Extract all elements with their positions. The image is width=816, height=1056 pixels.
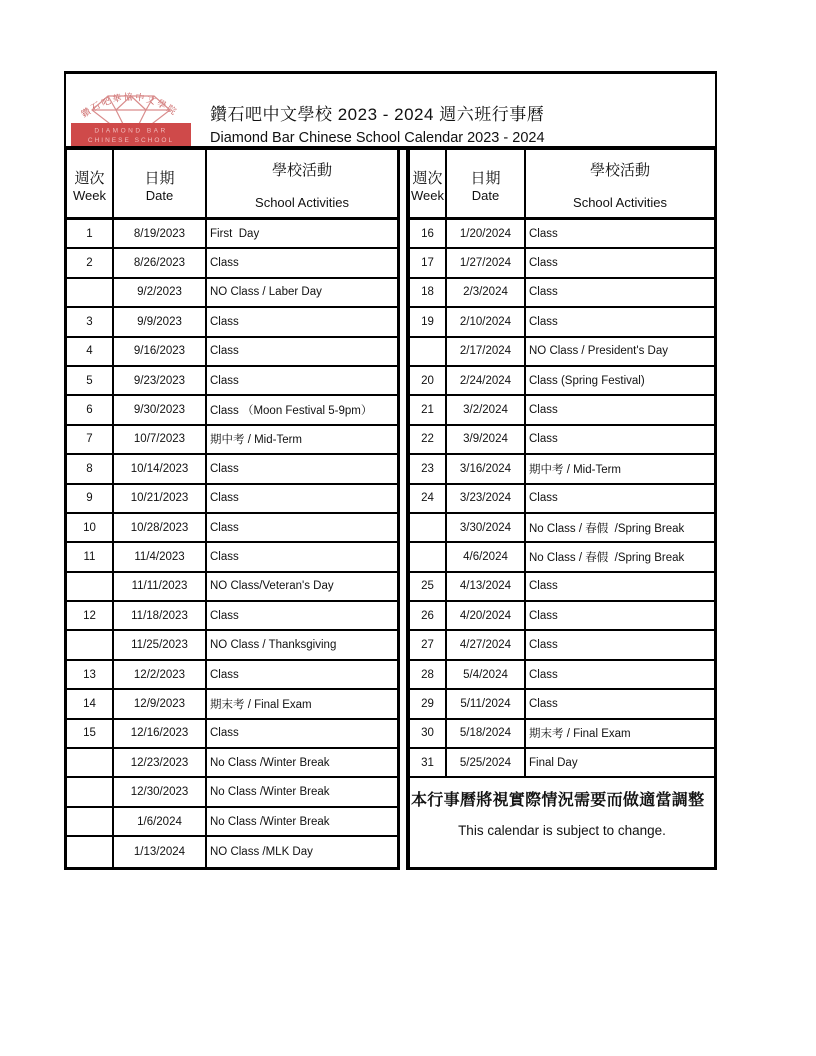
week-cell: 4 [67,338,114,365]
activity-cell: Class [210,609,239,622]
activity-cell: NO Class / President's Day [529,345,668,358]
page-title-chinese: 鑽石吧中文學校 2023 - 2024 週六班行事曆 [210,105,545,124]
table-row [67,514,397,543]
activity-cell: No Class /Winter Break [210,815,330,828]
table-row [410,455,714,484]
activity-cell: NO Class /MLK Day [210,845,313,858]
table-row [410,543,714,572]
date-cell: 4/27/2024 [447,631,526,658]
week-header-zh: 週次 [74,169,105,187]
date-cell: 4/13/2024 [447,573,526,600]
table-row [67,308,397,337]
date-cell: 10/14/2023 [114,455,207,482]
table-row [67,485,397,514]
table-row [67,573,397,602]
date-cell: 11/25/2023 [114,631,207,658]
week-cell [67,279,114,306]
date-header-en: Date [145,187,174,203]
date-cell: 8/19/2023 [114,220,207,247]
column-header-row [410,150,714,220]
activity-cell: Class [210,550,239,563]
activity-cell: 期末考 / Final Exam [529,728,631,741]
activity-cell: Class [210,668,239,681]
logo-banner-line1: DIAMOND BAR [94,127,168,135]
date-cell: 3/16/2024 [447,455,526,482]
activity-cell: Class [529,639,558,652]
fall-semester-table [64,150,400,870]
table-row [67,808,397,837]
activity-cell: Class （Moon Festival 5-9pm） [210,405,373,418]
activity-cell: No Class / 春假 /Spring Break [529,551,685,564]
activity-cell: Class [210,374,239,387]
table-row [67,426,397,455]
activity-cell: No Class /Winter Break [210,786,330,799]
date-cell: 11/18/2023 [114,602,207,629]
page-title-english: Diamond Bar Chinese School Calendar 2023 - 2024 [210,130,545,146]
activity-cell: Class [529,227,558,240]
table-row [410,690,714,719]
activity-cell: Class [529,257,558,270]
table-row [67,279,397,308]
week-cell: 11 [67,543,114,570]
activity-cell: NO Class / Laber Day [210,286,322,299]
school-logo [70,78,192,147]
date-cell: 10/7/2023 [114,426,207,453]
activity-cell: Class [529,492,558,505]
date-header-en: Date [471,187,500,203]
date-cell: 9/9/2023 [114,308,207,335]
table-row [410,308,714,337]
week-cell: 6 [67,396,114,423]
activity-cell: No Class /Winter Break [210,756,330,769]
table-row [410,338,714,367]
date-cell: 3/9/2024 [447,426,526,453]
table-row [67,690,397,719]
activity-cell: Class (Spring Festival) [529,374,645,387]
week-cell: 20 [410,367,447,394]
date-cell: 11/4/2023 [114,543,207,570]
week-cell: 23 [410,455,447,482]
week-cell: 13 [67,661,114,688]
activity-cell: Class [529,315,558,328]
week-cell: 24 [410,485,447,512]
table-row [67,367,397,396]
spring-rows [410,220,714,778]
week-header-en: Week [411,187,444,203]
week-cell [67,778,114,805]
week-cell: 8 [67,455,114,482]
week-cell: 22 [410,426,447,453]
calendar-sheet [64,71,717,870]
week-cell: 30 [410,720,447,747]
activity-cell: Class [210,345,239,358]
activity-cell: Class [210,257,239,270]
date-cell: 12/30/2023 [114,778,207,805]
date-cell: 1/13/2024 [114,837,207,866]
date-cell: 4/6/2024 [447,543,526,570]
date-header-zh: 日期 [470,169,501,187]
activity-cell: 期末考 / Final Exam [210,698,312,711]
week-cell: 26 [410,602,447,629]
activity-cell: Class [529,580,558,593]
week-cell: 29 [410,690,447,717]
week-cell: 31 [410,749,447,776]
week-cell: 19 [410,308,447,335]
activity-cell: Class [529,404,558,417]
date-cell: 9/23/2023 [114,367,207,394]
activity-cell: 期中考 / Mid-Term [210,434,302,447]
week-cell: 2 [67,249,114,276]
document-header [64,71,717,150]
spring-semester-table [406,150,717,870]
table-row [410,749,714,778]
activity-cell: NO Class / Thanksgiving [210,639,337,652]
week-cell: 14 [67,690,114,717]
week-cell [410,338,447,365]
table-row [410,249,714,278]
week-cell [410,543,447,570]
week-cell [67,631,114,658]
activity-cell: Class [210,521,239,534]
table-row [67,778,397,807]
table-row [410,631,714,660]
date-cell: 1/27/2024 [447,249,526,276]
logo-banner-line2: CHINESE SCHOOL [87,137,175,144]
date-cell: 3/30/2024 [447,514,526,541]
activities-column-header [207,150,397,217]
table-row [410,485,714,514]
table-row [67,396,397,425]
week-cell: 17 [410,249,447,276]
week-header-zh: 週次 [412,169,443,187]
activities-header-en: School Activities [255,195,349,210]
activity-cell: No Class / 春假 /Spring Break [529,522,685,535]
table-row [67,220,397,249]
date-cell: 12/9/2023 [114,690,207,717]
week-cell [410,514,447,541]
activity-cell: Class [529,433,558,446]
table-row [67,720,397,749]
disclaimer-chinese: 本行事曆將視實際情況需要而做適當調整 [411,792,705,810]
disclaimer-english: This calendar is subject to change. [458,823,666,839]
activity-cell: First Day [210,227,260,240]
week-cell: 10 [67,514,114,541]
logo-arc-text: 鑽石吧華協中文學院 [79,91,180,120]
date-cell: 12/23/2023 [114,749,207,776]
week-cell [67,573,114,600]
week-cell: 5 [67,367,114,394]
date-cell: 9/2/2023 [114,279,207,306]
week-cell: 27 [410,631,447,658]
table-row [410,279,714,308]
date-cell: 1/6/2024 [114,808,207,835]
activity-cell: Class [529,609,558,622]
date-cell: 3/2/2024 [447,396,526,423]
table-row [410,514,714,543]
date-cell: 5/4/2024 [447,661,526,688]
week-cell: 28 [410,661,447,688]
table-row [67,749,397,778]
date-cell: 12/2/2023 [114,661,207,688]
date-cell: 2/24/2024 [447,367,526,394]
activities-header-zh: 學校活動 [589,162,650,179]
activity-cell: 期中考 / Mid-Term [529,463,621,476]
date-cell: 5/18/2024 [447,720,526,747]
week-cell: 12 [67,602,114,629]
week-cell [67,749,114,776]
week-cell: 7 [67,426,114,453]
table-row [410,661,714,690]
date-cell: 4/20/2024 [447,602,526,629]
activities-column-header [526,150,714,217]
activity-cell: Final Day [529,756,578,769]
week-cell: 18 [410,279,447,306]
date-cell: 1/20/2024 [447,220,526,247]
date-cell: 5/11/2024 [447,690,526,717]
disclaimer-box [410,778,714,867]
date-cell: 3/23/2024 [447,485,526,512]
date-cell: 2/3/2024 [447,279,526,306]
date-cell: 9/30/2023 [114,396,207,423]
column-header-row [67,150,397,220]
activity-cell: Class [210,492,239,505]
table-row [67,455,397,484]
date-cell: 11/11/2023 [114,573,207,600]
activity-cell: Class [210,727,239,740]
activity-cell: Class [529,668,558,681]
week-cell: 21 [410,396,447,423]
table-row [410,573,714,602]
table-row [410,220,714,249]
activity-cell: Class [210,315,239,328]
table-row [410,426,714,455]
date-cell: 5/25/2024 [447,749,526,776]
week-cell [67,837,114,866]
table-row [410,720,714,749]
week-cell [67,808,114,835]
week-header-en: Week [73,187,106,203]
date-cell: 9/16/2023 [114,338,207,365]
table-row [67,249,397,278]
activity-cell: Class [529,286,558,299]
activity-cell: Class [210,462,239,475]
week-column-header [410,150,447,217]
date-cell: 12/16/2023 [114,720,207,747]
table-row [410,396,714,425]
date-cell: 10/28/2023 [114,514,207,541]
activity-cell: Class [529,697,558,710]
date-header-zh: 日期 [144,169,175,187]
week-cell: 9 [67,485,114,512]
week-column-header [67,150,114,217]
table-row [67,543,397,572]
title-block [210,74,711,146]
week-cell: 1 [67,220,114,247]
activities-header-en: School Activities [573,195,667,210]
activity-cell: NO Class/Veteran's Day [210,580,334,593]
table-row [67,631,397,660]
date-cell: 10/21/2023 [114,485,207,512]
date-column-header [447,150,526,217]
date-cell: 2/17/2024 [447,338,526,365]
activities-header-zh: 學校活動 [271,162,332,179]
table-row [67,338,397,367]
table-row [67,661,397,690]
week-cell: 3 [67,308,114,335]
table-row [67,837,397,866]
fall-rows [67,220,397,867]
date-cell: 8/26/2023 [114,249,207,276]
table-row [410,602,714,631]
date-column-header [114,150,207,217]
table-row [67,602,397,631]
week-cell: 25 [410,573,447,600]
week-cell: 16 [410,220,447,247]
week-cell: 15 [67,720,114,747]
table-row [410,367,714,396]
date-cell: 2/10/2024 [447,308,526,335]
